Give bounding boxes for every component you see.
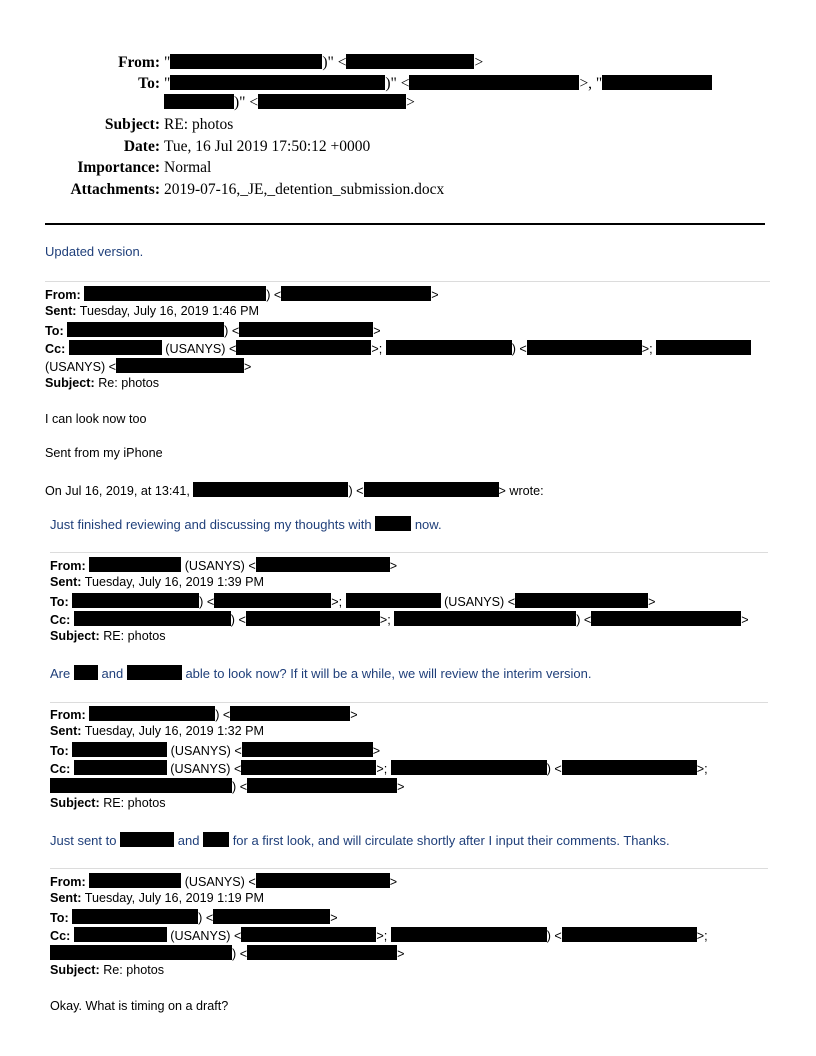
redaction xyxy=(72,593,199,608)
redaction xyxy=(214,593,331,608)
email2-sent: Sent: Tuesday, July 16, 2019 1:39 PM xyxy=(50,575,264,589)
separator xyxy=(45,281,770,282)
redaction xyxy=(203,832,229,847)
redaction xyxy=(241,760,376,775)
redaction xyxy=(527,340,642,355)
email1-cc: Cc: (USANYS) < >; ) < >; xyxy=(45,340,751,356)
email1-body2: Sent from my iPhone xyxy=(45,446,163,460)
email1-sent: Sent: Tuesday, July 16, 2019 1:46 PM xyxy=(45,304,259,318)
email1-subject: Subject: Re: photos xyxy=(45,376,160,390)
email4-body: Okay. What is timing on a draft? xyxy=(50,999,229,1013)
email2-to: To: ) < >; (USANYS) < > xyxy=(50,595,656,609)
header-date-value: Tue, 16 Jul 2019 17:50:12 +0000 xyxy=(164,138,371,155)
header-subject-row xyxy=(0,116,816,136)
header-subject-value: RE: photos xyxy=(164,116,234,133)
header-to-row-cont: )" < > xyxy=(0,94,816,114)
redaction xyxy=(391,760,547,775)
header-from-value: " )" < > xyxy=(164,54,484,71)
redaction xyxy=(170,75,385,90)
redaction xyxy=(247,945,397,960)
email4-sent: Sent: Tuesday, July 16, 2019 1:19 PM xyxy=(50,891,264,905)
redaction xyxy=(256,557,390,572)
redaction xyxy=(281,286,431,301)
redaction xyxy=(213,909,330,924)
redaction xyxy=(74,760,167,775)
redaction xyxy=(164,94,234,109)
header-to-label: To: xyxy=(138,75,160,92)
email1-wrote-line: On Jul 16, 2019, at 13:41, ) < > wrote: xyxy=(45,484,544,498)
email1-cc-cont: (USANYS) < > xyxy=(45,360,252,374)
email3-to: To: (USANYS) < > xyxy=(50,744,381,758)
redaction xyxy=(230,706,350,721)
redaction xyxy=(256,873,390,888)
redaction xyxy=(258,94,406,109)
redaction xyxy=(515,593,648,608)
redaction xyxy=(364,482,499,497)
redaction xyxy=(74,611,231,626)
email4-cc: Cc: (USANYS) < >; ) < >; xyxy=(50,929,708,943)
redaction xyxy=(386,340,512,355)
redaction xyxy=(656,340,751,355)
header-date-label: Date: xyxy=(123,138,160,155)
header-subject-label: Subject: xyxy=(104,116,160,133)
redaction xyxy=(246,611,380,626)
redaction xyxy=(562,760,697,775)
redaction xyxy=(72,909,198,924)
header-importance-value: Normal xyxy=(164,159,212,176)
redaction xyxy=(116,358,244,373)
header-importance-row xyxy=(0,159,816,179)
email4-subject: Subject: Re: photos xyxy=(50,963,165,977)
email4-to: To: ) < > xyxy=(50,911,338,925)
header-attachments-label: Attachments: xyxy=(70,181,160,198)
email1-to: To: ) < > xyxy=(45,324,381,338)
redaction xyxy=(346,54,474,69)
redaction xyxy=(242,742,373,757)
redaction xyxy=(67,322,224,337)
redaction xyxy=(247,778,397,793)
redaction xyxy=(89,706,215,721)
email4-from: From: (USANYS) < > xyxy=(50,875,398,889)
redaction xyxy=(50,778,232,793)
redaction xyxy=(562,927,697,942)
header-from-row xyxy=(0,54,816,74)
redaction xyxy=(375,516,411,531)
email3-cc: Cc: (USANYS) < >; ) < >; xyxy=(50,762,708,776)
redaction xyxy=(84,286,266,301)
redaction xyxy=(50,945,232,960)
separator xyxy=(50,552,768,553)
redaction xyxy=(241,927,376,942)
email3-from: From: ) < > xyxy=(50,708,358,722)
redaction xyxy=(236,340,371,355)
redaction xyxy=(409,75,579,90)
email3-body: Just sent to and for a first look, and will circulate shortly after I input their comments. Thanks. xyxy=(50,833,670,848)
separator xyxy=(50,702,768,703)
top-message: Updated version. xyxy=(45,244,144,259)
header-from-label: From: xyxy=(118,54,160,71)
email1-from: From: ) < > xyxy=(45,288,439,302)
header-importance-label: Importance: xyxy=(77,159,160,176)
email1-body1: I can look now too xyxy=(45,412,147,426)
redaction xyxy=(127,665,182,680)
email2-body: Are and able to look now? If it will be a while, we will review the interim version. xyxy=(50,666,592,681)
redaction xyxy=(74,927,167,942)
redaction xyxy=(69,340,162,355)
redaction xyxy=(120,832,174,847)
redaction xyxy=(72,742,167,757)
separator xyxy=(50,868,768,869)
redaction xyxy=(89,873,181,888)
email1-quote: Just finished reviewing and discussing my thoughts with now. xyxy=(50,517,442,532)
header-attachments-row xyxy=(0,181,816,201)
redaction xyxy=(591,611,741,626)
header-divider xyxy=(45,223,765,225)
redaction xyxy=(602,75,712,90)
email3-subject: Subject: RE: photos xyxy=(50,796,166,810)
email2-from: From: (USANYS) < > xyxy=(50,559,398,573)
header-attachments-value[interactable]: 2019-07-16,_JE,_detention_submission.docx xyxy=(164,181,445,198)
redaction xyxy=(391,927,547,942)
redaction xyxy=(239,322,373,337)
header-date-row xyxy=(0,138,816,158)
email3-cc-cont: ) < > xyxy=(50,778,404,794)
redaction xyxy=(193,482,348,497)
email2-cc: Cc: ) < >; ) < > xyxy=(50,613,749,627)
redaction xyxy=(394,611,576,626)
redaction xyxy=(74,665,98,680)
redaction xyxy=(89,557,181,572)
email3-sent: Sent: Tuesday, July 16, 2019 1:32 PM xyxy=(50,724,264,738)
redaction xyxy=(170,54,322,69)
email4-cc-cont: ) < > xyxy=(50,945,404,961)
email2-subject: Subject: RE: photos xyxy=(50,629,166,643)
header-to-row xyxy=(0,75,816,95)
header-to-value: " )" < >, " xyxy=(164,75,712,93)
redaction xyxy=(346,593,441,608)
